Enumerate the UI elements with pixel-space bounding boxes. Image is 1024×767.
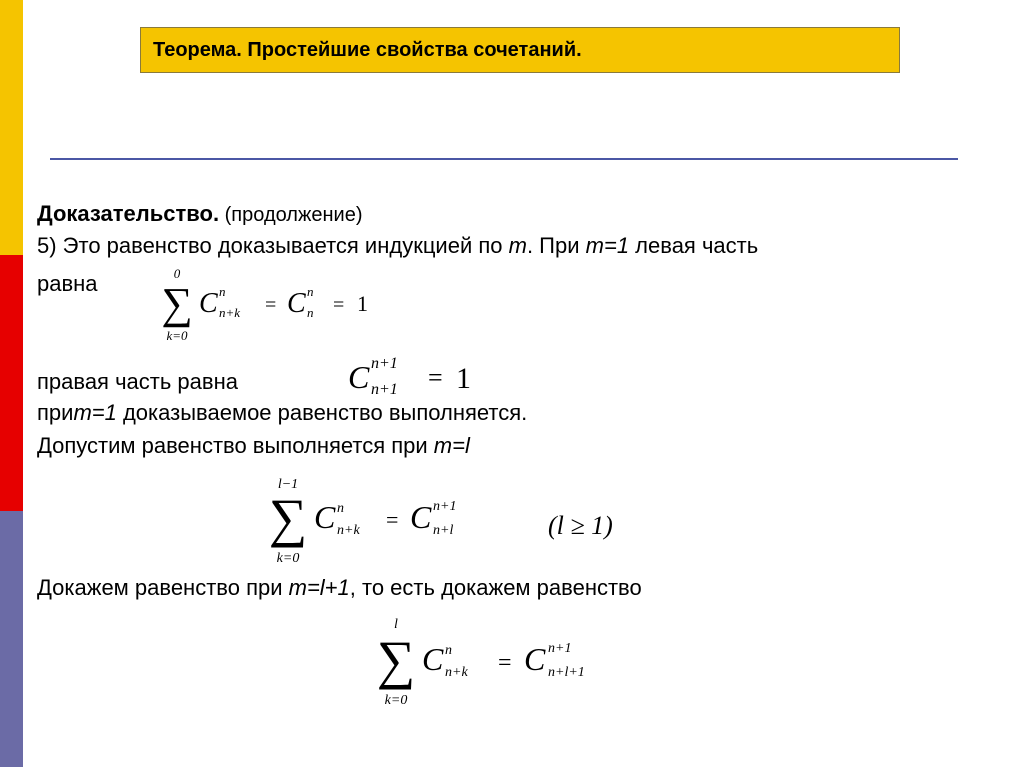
binom-c: C xyxy=(314,499,336,535)
equals-sign: = xyxy=(428,363,443,392)
binom-c: C xyxy=(199,288,218,319)
equals-sign: = xyxy=(333,294,345,316)
proof-line-6-text-b: , то есть докажем равенство xyxy=(349,575,642,600)
binom-sub: n+k xyxy=(445,665,468,680)
proof-line-4-text-b: доказываемое равенство выполняется. xyxy=(116,400,528,425)
proof-line-1-text-b: . При xyxy=(526,233,586,258)
binom-sup: n xyxy=(219,284,226,299)
sum-upper-limit: 0 xyxy=(173,266,181,281)
sigma-icon: ∑ xyxy=(268,488,308,548)
proof-line-1-text-a: 5) Это равенство доказывается индукцией по xyxy=(37,233,509,258)
proof-line-4 xyxy=(37,398,527,427)
condition: (l ≥ 1) xyxy=(548,511,613,540)
binom-sub: n+k xyxy=(219,305,241,320)
binom-sub: n+1 xyxy=(371,381,398,398)
proof-line-6-text-a: Докажем равенство при xyxy=(37,575,289,600)
proof-line-1-cond: m=1 xyxy=(585,233,630,258)
binom-c: C xyxy=(348,359,370,395)
binom-sup: n xyxy=(307,284,314,299)
proof-line-4-cond: m=1 xyxy=(73,400,117,425)
proof-line-5-cond: m=l xyxy=(433,433,470,458)
formula-base-left xyxy=(163,266,393,346)
accent-bar-red xyxy=(0,255,23,511)
binom-c: C xyxy=(287,288,306,319)
proof-heading-line xyxy=(37,199,362,230)
equals-sign: = xyxy=(386,507,399,532)
binom-sup: n+1 xyxy=(548,641,572,656)
sum-upper-limit: l−1 xyxy=(277,477,299,492)
binom-sub: n+l+1 xyxy=(548,665,585,680)
sum-upper-limit: l xyxy=(394,617,398,632)
accent-bar-yellow xyxy=(0,0,23,255)
proof-line-6-cond: m=l+1 xyxy=(288,575,350,600)
sum-lower-limit: k=0 xyxy=(384,693,408,708)
proof-line-1-text-c: левая часть xyxy=(629,233,759,258)
binom-sup: n xyxy=(445,643,452,658)
binom-sub: n xyxy=(307,305,314,320)
proof-line-5-text-a: Допустим равенство выполняется при xyxy=(37,433,434,458)
formula-to-prove xyxy=(378,614,628,710)
proof-line-4-text-a: при xyxy=(37,400,74,425)
equals-sign: = xyxy=(265,294,277,316)
proof-line-6 xyxy=(37,573,642,602)
proof-heading: Доказательство. xyxy=(37,201,220,226)
formula-base-right xyxy=(346,350,486,400)
slide-title xyxy=(140,27,900,73)
binom-c: C xyxy=(410,499,432,535)
proof-line-2: равна xyxy=(37,271,98,296)
binom-sup: n+1 xyxy=(433,499,457,514)
equals-sign: = xyxy=(498,650,512,676)
proof-line-1 xyxy=(37,231,758,260)
result-value: 1 xyxy=(456,362,471,395)
binom-c: C xyxy=(524,641,546,677)
accent-bar-slate xyxy=(0,511,23,767)
binom-sup: n xyxy=(337,501,344,516)
slide-title-text: Теорема. Простейшие свойства сочетаний. xyxy=(153,38,582,61)
proof-line-3: правая часть равна xyxy=(37,369,238,394)
binom-sub: n+l xyxy=(433,523,454,538)
result-value: 1 xyxy=(357,291,368,316)
proof-line-1-var: m xyxy=(508,233,527,258)
proof-heading-note: (продолжение) xyxy=(219,204,363,226)
binom-sup: n+1 xyxy=(371,355,398,372)
binom-c: C xyxy=(422,641,444,677)
proof-line-5 xyxy=(37,431,470,460)
binom-sub: n+k xyxy=(337,523,360,538)
sum-lower-limit: k=0 xyxy=(166,328,188,343)
formula-induction-hypothesis xyxy=(270,474,650,566)
title-divider xyxy=(50,158,958,160)
sum-lower-limit: k=0 xyxy=(276,551,300,566)
sigma-icon: ∑ xyxy=(161,279,193,328)
sigma-icon: ∑ xyxy=(376,630,416,690)
